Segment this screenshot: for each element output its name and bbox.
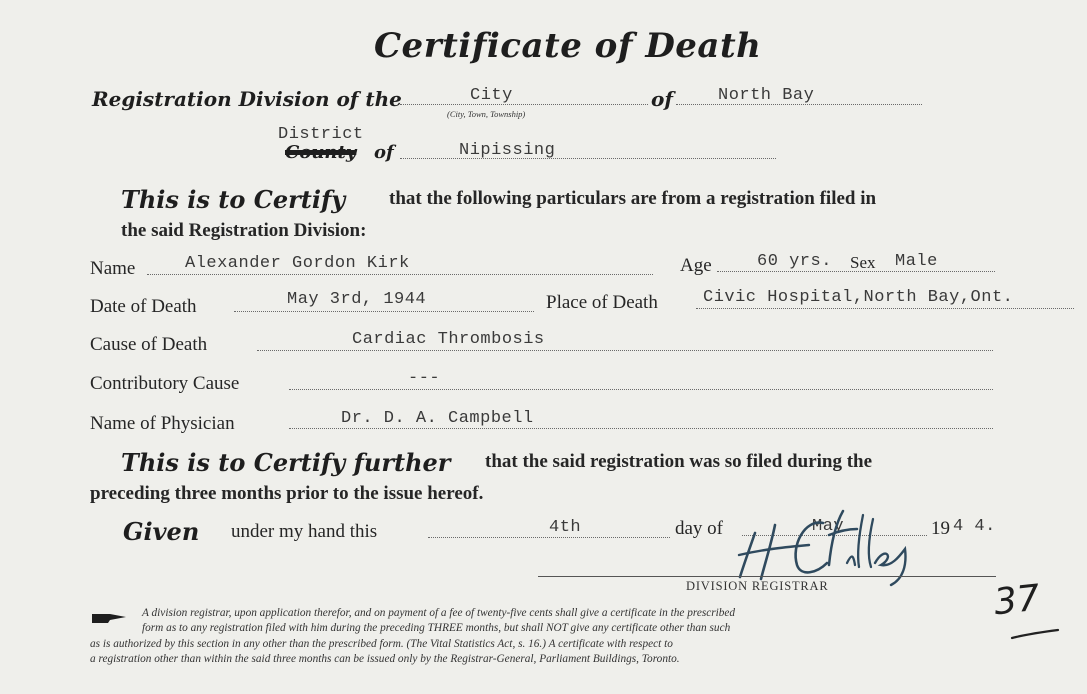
district-value: Nipissing bbox=[459, 141, 556, 160]
district-label: District bbox=[278, 125, 364, 144]
contributory-cause-value: --- bbox=[408, 369, 441, 388]
place-of-death-value: Civic Hospital,North Bay,Ont. bbox=[703, 288, 1014, 307]
age-label: Age bbox=[680, 255, 712, 276]
margin-number: 37 bbox=[991, 577, 1042, 624]
contributory-cause-label: Contributory Cause bbox=[90, 373, 240, 394]
district-underline bbox=[400, 158, 776, 159]
year-prefix: 19 bbox=[931, 518, 950, 539]
under-hand-label: under my hand this bbox=[231, 521, 378, 542]
municipality-type-hint: (City, Town, Township) bbox=[447, 109, 526, 119]
registrar-signature bbox=[735, 505, 910, 590]
footnote-line1: A division registrar, upon application therefor, and on payment of a fee of twenty-five cents shall give a certificate in the prescribed bbox=[142, 607, 736, 619]
municipality-type-value: City bbox=[470, 86, 513, 105]
date-of-death-underline bbox=[234, 311, 534, 312]
physician-label: Name of Physician bbox=[90, 413, 235, 434]
certificate-title: Certificate of Death bbox=[374, 26, 762, 66]
year-value: 4 4. bbox=[953, 517, 996, 536]
date-of-death-label: Date of Death bbox=[90, 296, 197, 317]
county-of-label: of bbox=[374, 142, 394, 163]
month-value: May bbox=[812, 517, 845, 536]
day-of-label: day of bbox=[675, 518, 724, 539]
physician-underline bbox=[289, 428, 993, 429]
of-label: of bbox=[651, 87, 673, 111]
sex-value: Male bbox=[895, 252, 938, 271]
reg-division-label: Registration Division of the bbox=[92, 87, 402, 111]
cause-of-death-underline bbox=[257, 350, 993, 351]
footnote-line2: form as to any registration filed with him during the preceding THREE months, but shall NOT give any certificate other than such bbox=[142, 622, 731, 634]
registrar-rule bbox=[538, 576, 996, 577]
municipality-name-value: North Bay bbox=[718, 86, 815, 105]
county-label-struck: County bbox=[285, 142, 357, 163]
registrar-label: DIVISION REGISTRAR bbox=[686, 579, 829, 593]
further-lead: This is to Certify further bbox=[121, 448, 451, 477]
certify-line2: the said Registration Division: bbox=[121, 220, 367, 241]
certify-lead: This is to Certify bbox=[121, 185, 346, 214]
municipality-type-underline bbox=[400, 104, 648, 105]
name-label: Name bbox=[90, 258, 136, 279]
physician-value: Dr. D. A. Campbell bbox=[341, 409, 534, 428]
further-line2: preceding three months prior to the issue hereof. bbox=[90, 483, 484, 504]
name-underline bbox=[147, 274, 653, 275]
contributory-cause-underline bbox=[289, 389, 993, 390]
cause-of-death-label: Cause of Death bbox=[90, 334, 208, 355]
sex-label: Sex bbox=[850, 253, 876, 272]
certify-line1: that the following particulars are from a registration filed in bbox=[389, 188, 877, 209]
given-lead: Given bbox=[123, 517, 200, 546]
name-value: Alexander Gordon Kirk bbox=[185, 254, 410, 273]
cause-of-death-value: Cardiac Thrombosis bbox=[352, 330, 545, 349]
day-value: 4th bbox=[549, 518, 582, 537]
footnote-line3: as is authorized by this section in any other than the prescribed form. (The Vital Statistics Act, s. 16.) A certificate with respect to bbox=[90, 638, 673, 650]
margin-dash bbox=[1010, 626, 1060, 642]
place-of-death-label: Place of Death bbox=[546, 292, 658, 313]
pointing-hand-icon bbox=[90, 611, 128, 625]
day-underline bbox=[428, 537, 670, 538]
footnote-line4: a registration other than within the said three months can be issued only by the Registrar-General, Parliament Buildings, Toronto. bbox=[90, 653, 680, 665]
age-value: 60 yrs. bbox=[757, 252, 832, 271]
date-of-death-value: May 3rd, 1944 bbox=[287, 290, 427, 309]
further-line1: that the said registration was so filed during the bbox=[485, 451, 873, 472]
place-of-death-underline bbox=[696, 308, 1074, 309]
